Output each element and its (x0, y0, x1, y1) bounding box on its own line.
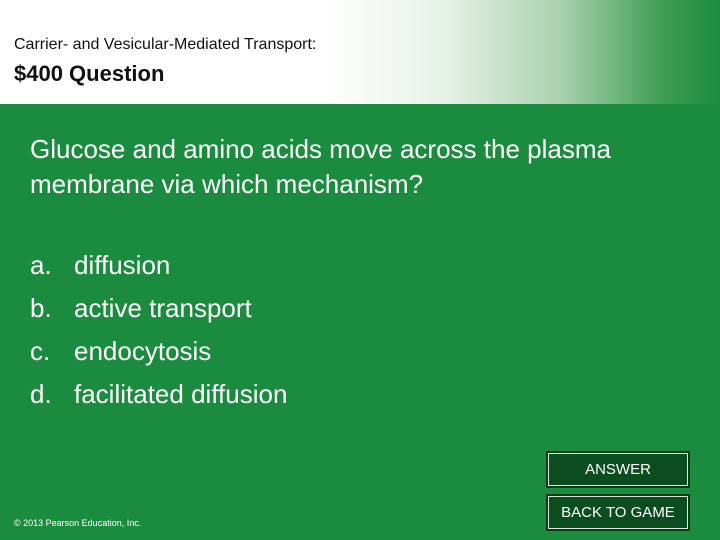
back-to-game-button[interactable]: BACK TO GAME (548, 496, 688, 529)
category-subtitle: Carrier- and Vesicular-Mediated Transport: (14, 36, 317, 53)
question-text: Glucose and amino acids move across the plasma membrane via which mechanism? (30, 134, 611, 199)
answer-options-list (30, 244, 287, 416)
copyright-notice: © 2013 Pearson Education, Inc. (14, 518, 142, 528)
option-text: diffusion (74, 250, 171, 280)
option-text: endocytosis (74, 336, 212, 366)
option-b (30, 287, 287, 330)
option-letter: b. (30, 293, 52, 323)
option-a (30, 244, 287, 287)
option-letter: a. (30, 250, 52, 280)
header-band (0, 0, 720, 104)
option-c (30, 330, 287, 373)
question-value-title: $400 Question (14, 61, 165, 86)
option-text: active transport (74, 293, 252, 323)
answer-button[interactable]: ANSWER (548, 453, 688, 486)
option-d (30, 373, 287, 416)
option-letter: c. (30, 336, 51, 366)
option-text: facilitated diffusion (74, 379, 288, 409)
option-letter: d. (30, 379, 52, 409)
